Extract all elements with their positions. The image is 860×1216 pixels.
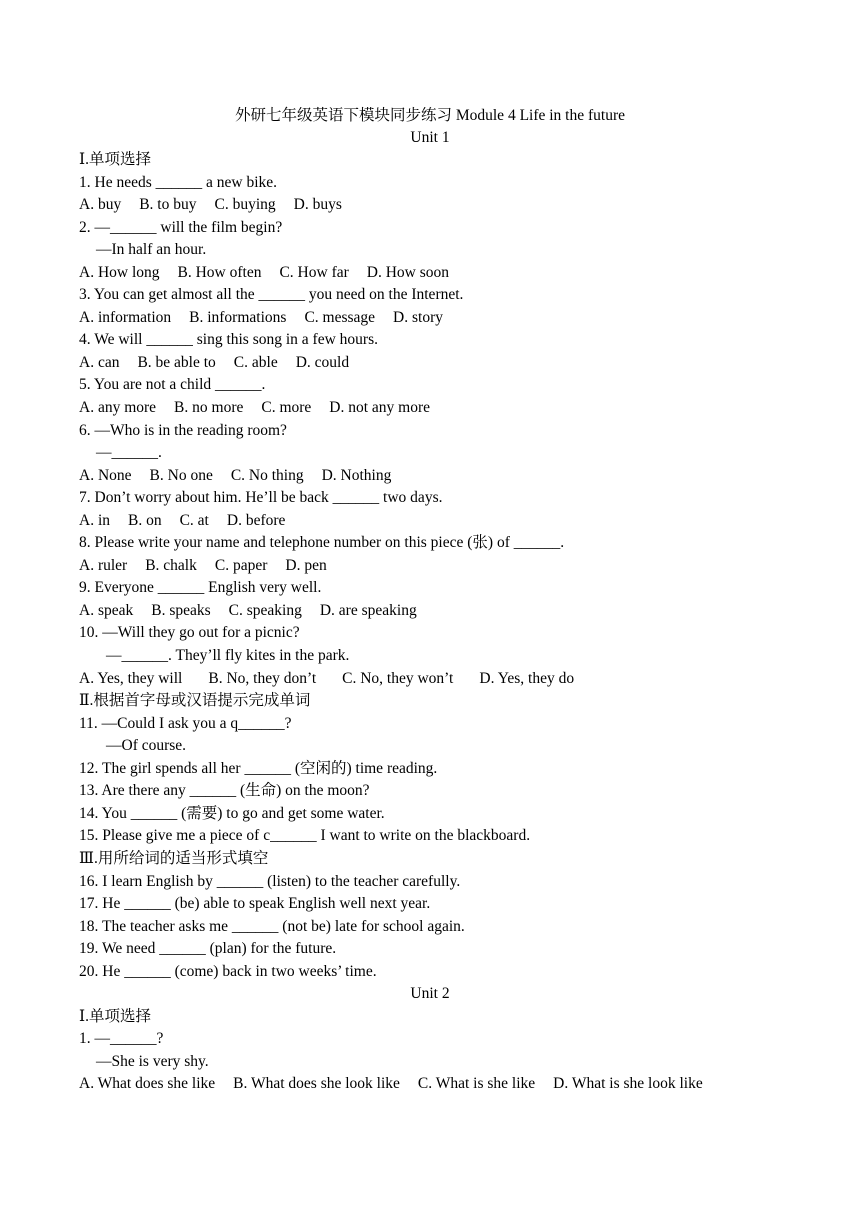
option-d: D. could (295, 353, 350, 371)
question-19: 19. We need ______ (plan) for the future. (79, 940, 337, 958)
question-4-options (79, 352, 799, 375)
option-a: A. in (79, 511, 110, 529)
option-c: C. more (261, 399, 312, 417)
question-11: 11. —Could I ask you a q______? (79, 714, 292, 732)
option-c: C. buying (214, 196, 276, 214)
option-b: B. be able to (137, 353, 216, 371)
question-8-options (79, 555, 799, 578)
question-8: 8. Please write your name and telephone number on this piece (张) of ______. (79, 534, 565, 552)
question-14: 14. You ______ (需要) to go and get some water. (79, 804, 385, 822)
option-c: C. No thing (230, 466, 304, 484)
option-b: B. chalk (145, 556, 197, 574)
question-5: 5. You are not a child ______. (79, 376, 266, 394)
option-c: C. able (233, 353, 278, 371)
option-a: A. What does she like (79, 1075, 216, 1093)
option-a: A. None (79, 466, 132, 484)
question-2: 2. —______ will the film begin? (79, 218, 283, 236)
question-5-options (79, 397, 799, 420)
option-d: D. before (226, 511, 286, 529)
unit1-heading: Unit 1 (410, 129, 450, 146)
question-9-options (79, 600, 799, 623)
worksheet-content (79, 149, 799, 1096)
option-d: D. not any more (329, 399, 431, 417)
option-c: C. speaking (228, 601, 302, 619)
option-a: A. can (79, 353, 120, 371)
option-d: D. story (393, 308, 443, 326)
option-b: B. No one (149, 466, 213, 484)
option-b: B. no more (174, 399, 244, 417)
option-b: B. What does she look like (233, 1075, 400, 1093)
question-18: 18. The teacher asks me ______ (not be) late for school again. (79, 917, 465, 935)
unit2-heading: Unit 2 (410, 985, 450, 1003)
option-c: C. at (179, 511, 209, 529)
worksheet-title: 外研七年级英语下模块同步练习 Module 4 Life in the future (234, 107, 626, 124)
option-a: A. information (79, 308, 172, 326)
option-a: A. How long (79, 263, 160, 281)
section-heading: Ⅱ.根据首字母或汉语提示完成单词 (79, 692, 311, 710)
question-4: 4. We will ______ sing this song in a few hours. (79, 331, 378, 349)
question-3-options (79, 307, 799, 330)
question-10-reply: —______. They’ll fly kites in the park. (106, 647, 350, 665)
section-heading: Ⅰ.单项选择 (79, 1007, 151, 1025)
option-b: B. speaks (151, 601, 211, 619)
option-b: B. on (128, 511, 162, 529)
question-6: 6. —Who is in the reading room? (79, 421, 287, 439)
option-d: D. buys (293, 196, 342, 214)
option-d: D. pen (285, 556, 327, 574)
option-d: D. What is she look like (553, 1075, 703, 1093)
question-6-options (79, 465, 799, 488)
option-c: C. paper (214, 556, 268, 574)
section-heading: Ⅰ.单项选择 (79, 151, 151, 168)
option-b: B. No, they don’t (208, 669, 317, 687)
unit2-question-1: 1. —______? (79, 1030, 164, 1048)
option-c: C. message (304, 308, 376, 326)
option-a: A. speak (79, 601, 134, 619)
question-6-reply: —______. (96, 444, 162, 462)
question-9: 9. Everyone ______ English very well. (79, 579, 322, 597)
question-1: 1. He needs ______ a new bike. (79, 173, 278, 191)
option-d: D. are speaking (319, 601, 417, 619)
question-3: 3. You can get almost all the ______ you need on the Internet. (79, 286, 464, 304)
option-a: A. Yes, they will (79, 669, 183, 687)
option-c: C. How far (279, 263, 349, 281)
option-c: C. What is she like (417, 1075, 536, 1093)
option-d: D. How soon (366, 263, 450, 281)
option-b: B. How often (177, 263, 262, 281)
question-1-options (79, 194, 799, 217)
question-15: 15. Please give me a piece of c______ I want to write on the blackboard. (79, 827, 531, 845)
option-a: A. any more (79, 399, 157, 417)
question-10-options (79, 668, 799, 691)
question-10: 10. —Will they go out for a picnic? (79, 624, 300, 642)
unit2-question-1-options (79, 1073, 799, 1096)
option-d: D. Nothing (321, 466, 392, 484)
option-d: D. Yes, they do (479, 669, 575, 687)
option-a: A. ruler (79, 556, 128, 574)
question-7-options (79, 510, 799, 533)
question-2-options (79, 262, 799, 285)
document-title (0, 105, 860, 149)
question-11-reply: —Of course. (106, 737, 187, 755)
question-2-reply: —In half an hour. (96, 241, 207, 259)
question-12: 12. The girl spends all her ______ (空闲的) time reading. (79, 759, 438, 777)
unit2-question-1-reply: —She is very shy. (96, 1052, 209, 1070)
question-7: 7. Don’t worry about him. He’ll be back ______ two days. (79, 489, 443, 507)
question-20: 20. He ______ (come) back in two weeks’ time. (79, 962, 377, 980)
question-13: 13. Are there any ______ (生命) on the moon? (79, 782, 370, 800)
section-heading: Ⅲ.用所给词的适当形式填空 (79, 849, 269, 867)
option-b: B. informations (189, 308, 287, 326)
question-16: 16. I learn English by ______ (listen) to the teacher carefully. (79, 872, 461, 890)
option-c: C. No, they won’t (342, 669, 454, 687)
option-a: A. buy (79, 196, 122, 214)
option-b: B. to buy (139, 196, 197, 214)
question-17: 17. He ______ (be) able to speak English well next year. (79, 895, 431, 913)
